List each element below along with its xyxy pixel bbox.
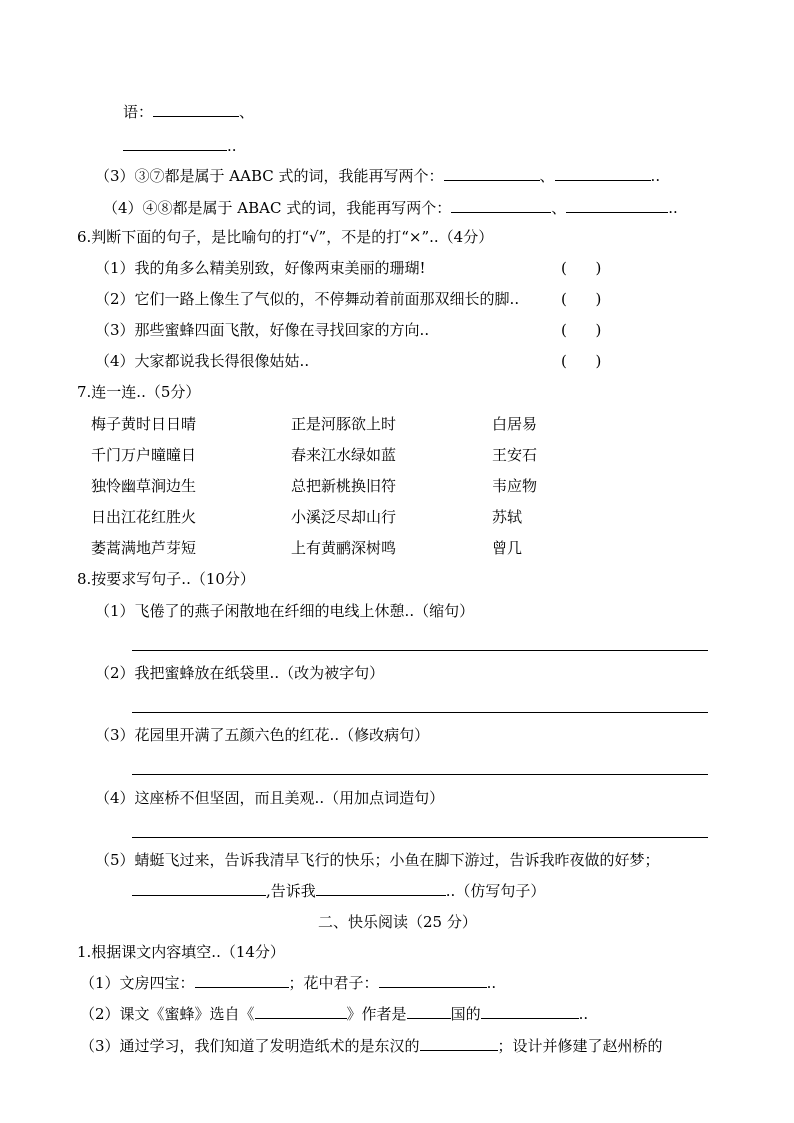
- poem-line[interactable]: 总把新桃换旧符: [291, 477, 397, 495]
- q7-title: 7.连一连..（5分）: [77, 383, 201, 401]
- top-line-1: [123, 102, 254, 122]
- poet-name[interactable]: 苏轼: [492, 508, 523, 526]
- fill-text: 国的: [450, 1005, 481, 1023]
- q8-item-5: （5）蜻蜓飞过来，告诉我清早飞行的快乐；小鱼在脚下游过，告诉我昨夜做的好梦；: [95, 851, 660, 869]
- answer-blank[interactable]: [132, 881, 266, 896]
- r1-line-2: [80, 1004, 588, 1024]
- end-mark: ..: [578, 1005, 589, 1023]
- question-text: （3）③⑦都是属于 AABC 式的词，我能再写两个：: [95, 167, 444, 185]
- poem-line[interactable]: 上有黄鹂深树鸣: [291, 539, 397, 557]
- fill-text: ；花中君子：: [288, 974, 379, 992]
- separator: 、: [539, 167, 555, 185]
- answer-blank[interactable]: [123, 136, 227, 151]
- q8-title: 8.按要求写句子..（10分）: [77, 570, 255, 588]
- fill-text: ..（仿写句子）: [445, 882, 546, 900]
- answer-blank[interactable]: [407, 1004, 451, 1019]
- answer-line[interactable]: [132, 837, 708, 838]
- end-mark: ..: [227, 137, 237, 155]
- poem-line[interactable]: 春来江水绿如蓝: [291, 446, 397, 464]
- answer-blank[interactable]: [555, 166, 651, 181]
- fill-text: ,告诉我: [266, 882, 316, 900]
- answer-blank[interactable]: [379, 973, 487, 988]
- poem-line[interactable]: 梅子黄时日日晴: [91, 415, 197, 433]
- poet-name[interactable]: 白居易: [492, 415, 538, 433]
- yu-prefix: 语：: [123, 103, 154, 121]
- q6-item-2: （2）它们一路上像生了气似的，不停舞动着前面那双细长的脚..: [95, 290, 520, 308]
- answer-paren[interactable]: ( ): [561, 290, 602, 308]
- q8-item-3: （3）花园里开满了五颜六色的红花..（修改病句）: [95, 726, 430, 744]
- fill-text: （3）通过学习，我们知道了发明造纸术的是东汉的: [80, 1037, 420, 1055]
- q8-item-4: （4）这座桥不但坚固，而且美观..（用加点词造句）: [95, 789, 445, 807]
- fill-text: 》作者是: [346, 1005, 407, 1023]
- answer-blank[interactable]: [566, 198, 668, 213]
- q6-item-3: （3）那些蜜蜂四面飞散，好像在寻找回家的方向..: [95, 321, 430, 339]
- poet-name[interactable]: 王安石: [492, 446, 538, 464]
- top-line-2: [123, 136, 237, 156]
- answer-paren[interactable]: ( ): [561, 321, 602, 339]
- end-mark: ..: [668, 199, 678, 217]
- poem-line[interactable]: 日出江花红胜火: [91, 508, 197, 526]
- poem-line[interactable]: 正是河豚欲上时: [291, 415, 397, 433]
- fill-text: （2）课文《蜜蜂》选自《: [80, 1005, 255, 1023]
- section-title: 二、快乐阅读（25 分）: [318, 913, 477, 931]
- q6-item-4: （4）大家都说我长得很像姑姑..: [95, 352, 310, 370]
- q6-title: 6.判断下面的句子，是比喻句的打“√”，不是的打“×”..（4分）: [77, 228, 494, 246]
- question-text: （4）④⑧都是属于 ABAC 式的词，我能再写两个：: [103, 199, 452, 217]
- answer-blank[interactable]: [420, 1036, 498, 1051]
- separator: 、: [239, 103, 255, 121]
- end-mark: ..: [650, 167, 661, 185]
- end-mark: ..: [486, 974, 497, 992]
- r1-line-1: [80, 973, 496, 993]
- q8-item-2: （2）我把蜜蜂放在纸袋里..（改为被字句）: [95, 664, 385, 682]
- poem-line[interactable]: 萎蒿满地芦芽短: [91, 539, 197, 557]
- answer-line[interactable]: [132, 712, 708, 713]
- poem-line[interactable]: 千门万户曈曈日: [91, 446, 197, 464]
- q8-item-5-fill: [132, 881, 545, 901]
- q8-item-1: （1）飞倦了的燕子闲散地在纤细的电线上休憩..（缩句）: [95, 602, 475, 620]
- answer-blank[interactable]: [481, 1004, 579, 1019]
- answer-blank[interactable]: [153, 102, 239, 117]
- answer-line[interactable]: [132, 774, 708, 775]
- answer-paren[interactable]: ( ): [561, 352, 602, 370]
- answer-blank[interactable]: [444, 166, 540, 181]
- poem-line[interactable]: 独怜幽草涧边生: [91, 477, 197, 495]
- r1-title: 1.根据课文内容填空..（14分）: [77, 943, 285, 961]
- answer-line[interactable]: [132, 650, 708, 651]
- poet-name[interactable]: 曾几: [492, 539, 523, 557]
- answer-blank[interactable]: [255, 1004, 347, 1019]
- poem-line[interactable]: 小溪泛尽却山行: [291, 508, 397, 526]
- q5-item-3: [95, 166, 660, 186]
- fill-text: ；设计并修建了赵州桥的: [497, 1037, 663, 1055]
- answer-blank[interactable]: [316, 881, 446, 896]
- answer-blank[interactable]: [451, 198, 551, 213]
- poet-name[interactable]: 韦应物: [492, 477, 538, 495]
- r1-line-3: [80, 1036, 663, 1056]
- answer-paren[interactable]: ( ): [561, 259, 602, 277]
- answer-blank[interactable]: [195, 973, 289, 988]
- separator: 、: [551, 199, 567, 217]
- q5-item-4: [103, 198, 678, 218]
- fill-text: （1）文房四宝：: [80, 974, 195, 992]
- q6-item-1: （1）我的角多么精美别致，好像两束美丽的珊瑚!: [95, 259, 426, 277]
